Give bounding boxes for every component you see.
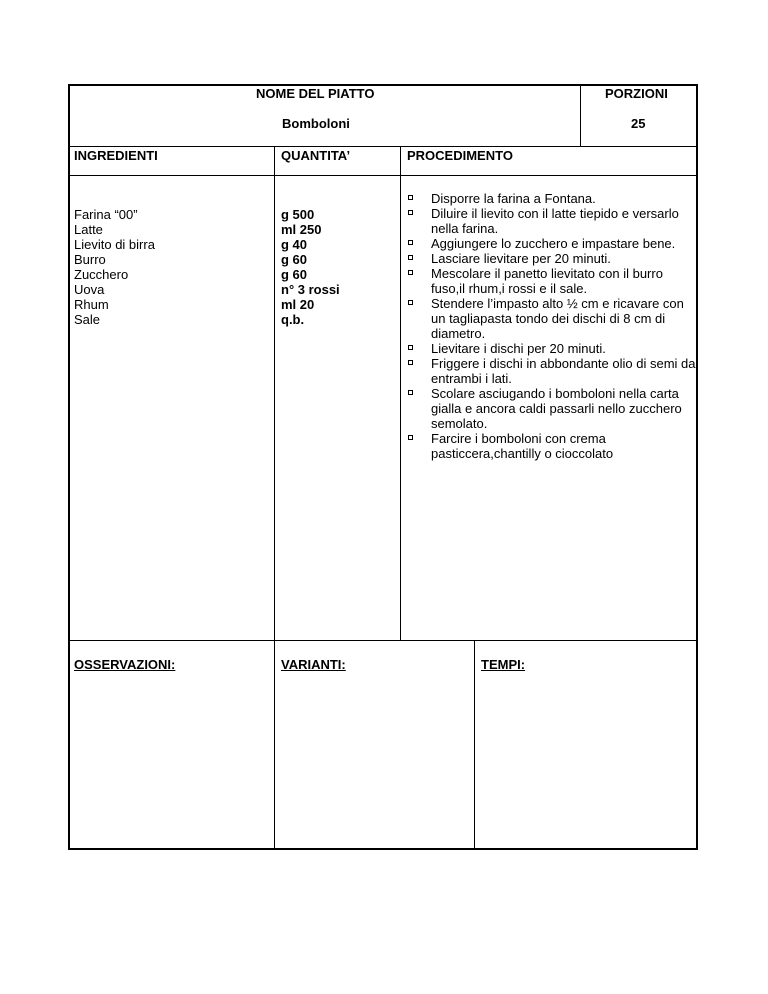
quantity-item: n° 3 rossi xyxy=(281,282,340,297)
ingredient-item: Sale xyxy=(74,312,101,327)
ingredient-item: Lievito di birra xyxy=(74,237,155,252)
quantities-list xyxy=(281,207,340,327)
procedure-list xyxy=(408,191,698,461)
procedure-step-text: Diluire il lievito con il latte tiepido e versarlo nella farina. xyxy=(431,206,679,236)
ingredient-item: Latte xyxy=(74,222,103,237)
quantity-item: ml 20 xyxy=(281,297,315,312)
procedure-label: PROCEDIMENTO xyxy=(407,148,513,163)
checkbox-bullet-icon xyxy=(408,360,413,365)
ingredient-item: Farina “00” xyxy=(74,207,138,222)
ingredients-label: INGREDIENTI xyxy=(74,148,158,163)
times-label: TEMPI: xyxy=(481,657,526,672)
portions-value: 25 xyxy=(631,116,646,131)
procedure-step-text: Lievitare i dischi per 20 minuti. xyxy=(431,341,606,356)
quantity-item: g 60 xyxy=(281,252,308,267)
divider-portions xyxy=(580,85,581,147)
checkbox-bullet-icon xyxy=(408,210,413,215)
checkbox-bullet-icon xyxy=(408,240,413,245)
ingredients-list xyxy=(74,207,155,327)
procedure-step xyxy=(408,341,698,356)
checkbox-bullet-icon xyxy=(408,345,413,350)
dish-label: NOME DEL PIATTO xyxy=(256,86,375,101)
procedure-step xyxy=(408,236,698,251)
checkbox-bullet-icon xyxy=(408,270,413,275)
divider-variants xyxy=(474,641,475,849)
procedure-step xyxy=(408,191,698,206)
divider-quantity xyxy=(400,147,401,640)
procedure-step xyxy=(408,251,698,266)
checkbox-bullet-icon xyxy=(408,300,413,305)
quantity-label: QUANTITA’ xyxy=(281,148,351,163)
procedure-step-text: Mescolare il panetto lievitato con il burro fuso,il rhum,i rossi e il sale. xyxy=(431,266,663,296)
divider-footer xyxy=(69,640,697,641)
ingredient-item: Rhum xyxy=(74,297,109,312)
procedure-step-text: Disporre la farina a Fontana. xyxy=(431,191,596,206)
observations-label: OSSERVAZIONI: xyxy=(74,657,176,672)
ingredient-item: Uova xyxy=(74,282,105,297)
quantity-item: g 40 xyxy=(281,237,308,252)
divider-ingredients xyxy=(274,147,275,849)
divider-header xyxy=(69,146,697,147)
quantity-item: g 60 xyxy=(281,267,308,282)
procedure-step-text: Friggere i dischi in abbondante olio di semi da entrambi i lati. xyxy=(431,356,696,386)
divider-column-labels xyxy=(69,175,697,176)
procedure-step xyxy=(408,356,698,386)
procedure-step xyxy=(408,296,698,341)
variants-label: VARIANTI: xyxy=(281,657,346,672)
quantity-item: g 500 xyxy=(281,207,315,222)
procedure-step xyxy=(408,206,698,236)
ingredient-item: Zucchero xyxy=(74,267,129,282)
checkbox-bullet-icon xyxy=(408,435,413,440)
ingredient-item: Burro xyxy=(74,252,106,267)
quantity-item: ml 250 xyxy=(281,222,322,237)
dish-name: Bomboloni xyxy=(282,116,350,131)
procedure-step xyxy=(408,386,698,431)
checkbox-bullet-icon xyxy=(408,255,413,260)
portions-label: PORZIONI xyxy=(605,86,668,101)
procedure-step xyxy=(408,266,698,296)
quantity-item: q.b. xyxy=(281,312,305,327)
procedure-step-text: Aggiungere lo zucchero e impastare bene. xyxy=(431,236,676,251)
procedure-step-text: Farcire i bomboloni con crema pasticcera,chantilly o cioccolato xyxy=(431,431,614,461)
procedure-step-text: Lasciare lievitare per 20 minuti. xyxy=(431,251,611,266)
procedure-step-text: Scolare asciugando i bomboloni nella carta gialla e ancora caldi passarli nello zucchero semolato. xyxy=(431,386,682,431)
procedure-step-text: Stendere l’impasto alto ½ cm e ricavare con un tagliapasta tondo dei dischi di 8 cm di diametro. xyxy=(431,296,684,341)
checkbox-bullet-icon xyxy=(408,195,413,200)
procedure-step xyxy=(408,431,698,461)
checkbox-bullet-icon xyxy=(408,390,413,395)
